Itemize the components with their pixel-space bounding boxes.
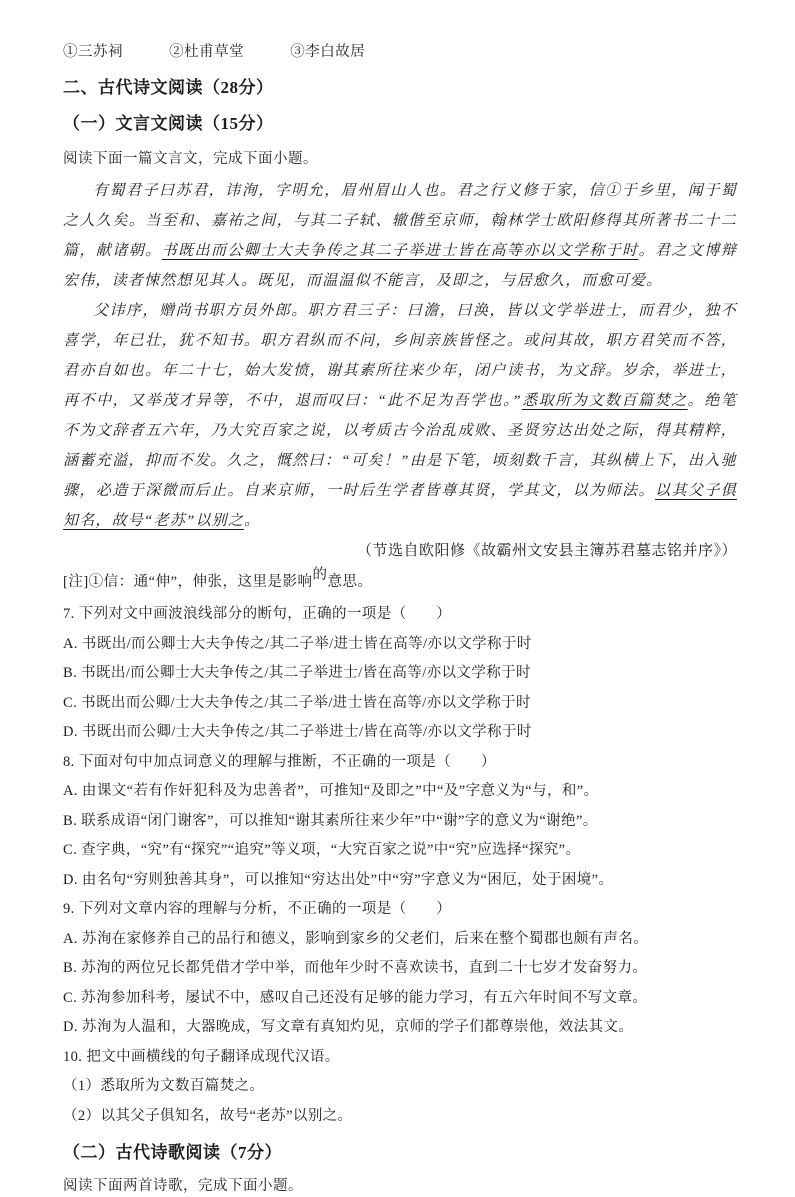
part-heading-classical-prose: （一）文言文阅读（15分）: [63, 114, 274, 133]
question-8: [63, 748, 737, 896]
underlined-clause-1: 书既出而公卿士大夫争传之其二子举进士皆在高等亦以文学称于时: [161, 243, 639, 259]
question-10-item-1: （1）悉取所为文数百篇焚之。: [63, 1078, 265, 1094]
passage-text: 。君之文博辩宏伟，读者悚然想见其人。既见，而温温似不能言，及即之，与居愈久，而愈可爱。: [63, 243, 738, 289]
footnote-text: 意思。: [327, 574, 373, 590]
ancient-poems-intro: 阅读下面两首诗歌，完成下面小题。: [63, 1178, 303, 1194]
question-8-option-c: C. 查字典，“究”有“探究”“追究”等义项，“大究百家之说”中“究”应选择“探究”。: [63, 842, 581, 858]
question-7-option-a: A. 书既出/而公卿士大夫争传之/其二子举/进士皆在高等/亦以文学称于时: [63, 635, 532, 652]
question-9-option-d: D. 苏洵为人温和，大器晚成，写文章有真知灼见，京师的学子们都尊崇他，效法其文。: [63, 1019, 634, 1035]
classical-prose-intro: 阅读下面一篇文言文，完成下面小题。: [63, 151, 318, 167]
venue-options-line: [63, 42, 737, 62]
classical-passage: [63, 176, 737, 536]
question-7-stem: 7. 下列对文中画波浪线部分的断句，正确的一项是（ ）: [63, 606, 452, 622]
venue-item-3: ③李白故居: [290, 44, 366, 60]
underlined-clause-2: 悉取所为文数百篇焚之: [521, 393, 688, 409]
question-10-item-2: （2）以其父子俱知名，故号“老苏”以别之。: [63, 1107, 353, 1124]
question-8-option-d: D. 由名句“穷则独善其身”，可以推知“穷达出处”中“穷”字意义为“困厄，处于困境”。: [63, 871, 614, 888]
question-9: [63, 895, 737, 1043]
question-9-option-b: B. 苏洵的两位兄长都凭借才学中举，而他年少时不喜欢读书，直到二十七岁才发奋努力。: [63, 960, 648, 976]
passage-paragraph-1: [63, 176, 737, 296]
question-7-option-c: C. 书既出而公卿/士大夫争传之/其二子举/进士皆在高等/亦以文学称于时: [63, 694, 531, 711]
question-9-option-a: A. 苏洵在家修养自己的品行和德义，影响到家乡的父老们，后来在整个蜀郡也颇有声名。: [63, 930, 649, 947]
question-7: [63, 600, 737, 748]
part-heading-ancient-poems: （二）古代诗歌阅读（7分）: [63, 1143, 282, 1162]
passage-text: 父讳序，赠尚书职方员外郎。职方君三子：曰澹，曰涣，皆以文学举进士，而君少，独不喜学，年已壮，犹不知书。职方君纵而不问，乡间亲族皆怪之。或问其故，职方君笑而不答，君亦自如也。年二十七，始大发愤，谢其素所往来少年，闭户读书，为文辞。岁余，举进士，再不中，又举茂才异等，不中，退而叹曰：“此不足为吾学也。”: [63, 303, 737, 409]
question-9-stem: 9. 下列对文章内容的理解与分析，不正确的一项是（ ）: [63, 901, 452, 917]
question-8-stem: 8. 下面对句中加点词意义的理解与推断，不正确的一项是（ ）: [63, 753, 496, 770]
passage-text: 。绝笔不为文辞者五六年，乃大究百家之说，以考质古今治乱成败、圣贤穷达出处之际，得其精粹，涵蓄充溢，抑而不发。久之，慨然曰：“可矣！”由是下笔，顷刻数千言，其纵横上下，出入驰骤，必造于深微而后止。自来京师，一时后生学者皆尊其贤，学其文，以为师法。: [63, 393, 737, 499]
question-10: [63, 1043, 737, 1132]
passage-attribution: （节选自欧阳修《故霸州文安县主簿苏君墓志铭并序》）: [356, 543, 737, 559]
question-7-option-d: D. 书既出而公卿/士大夫争传之/其二子举进士/皆在高等/亦以文学称于时: [63, 724, 532, 740]
footnote-text: [注]①信：通“伸”，伸张，这里是影响: [63, 574, 313, 590]
footnote-superscript: 的: [312, 567, 328, 584]
question-9-option-c: C. 苏洵参加科考，屡试不中，感叹自己还没有足够的能力学习，有五六年时间不写文章。: [63, 989, 648, 1006]
question-10-stem: 10. 把文中画横线的句子翻译成现代汉语。: [63, 1048, 340, 1065]
question-7-option-b: B. 书既出/而公卿士大夫争传之/其二子举进士/皆在高等/亦以文学称于时: [63, 665, 531, 681]
question-8-option-a: A. 由课文“若有作奸犯科及为忠善者”，可推知“及即之”中“及”字意义为“与，和”。: [63, 783, 599, 799]
passage-footnote: [63, 568, 737, 596]
underlined-clause-3: 以其父子俱知名，故号“老苏”以别之: [63, 483, 737, 529]
passage-text: 。: [244, 513, 261, 529]
venue-item-2: ②杜甫草堂: [169, 44, 245, 60]
section-heading-ancient-poetry-prose: 二、古代诗文阅读（28分）: [63, 78, 274, 97]
question-8-option-b: B. 联系成语“闭门谢客”，可以推知“谢其素所往来少年”中“谢”字的意义为“谢绝”。: [63, 812, 598, 829]
passage-paragraph-2: [63, 296, 737, 536]
passage-text: 有蜀君子曰苏君，讳洵，字明允，眉州眉山人也。君之行义修于家，信①于乡里，闻于蜀之人久矣。当至和、嘉祐之间，与其二子轼、辙偕至京师，翰林学士欧阳修得其所著书二十二篇，献诸朝。: [63, 183, 737, 259]
venue-item-1: ①三苏祠: [63, 44, 123, 60]
